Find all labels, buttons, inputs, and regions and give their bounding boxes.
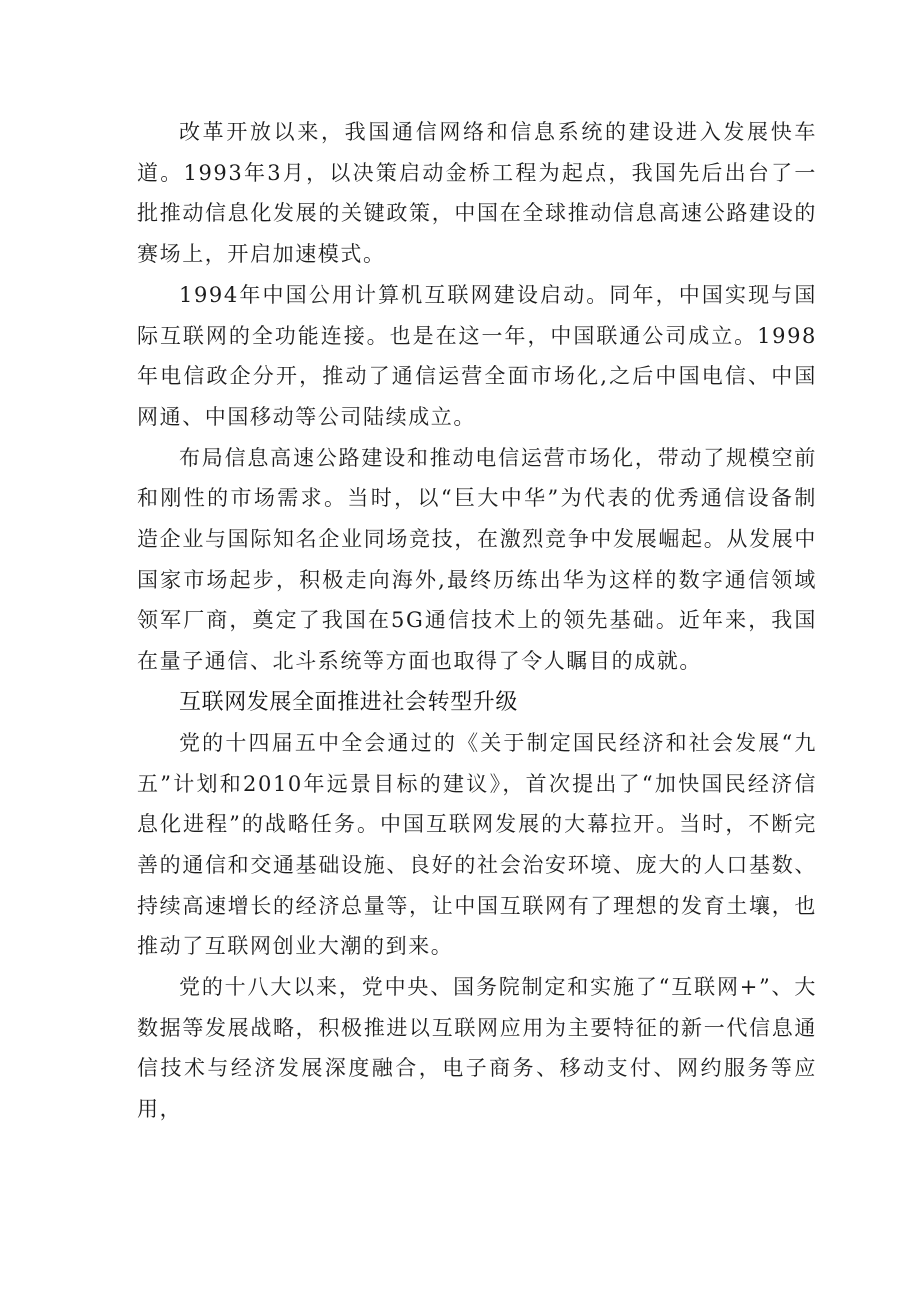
paragraph-4: 党的十四届五中全会通过的《关于制定国民经济和社会发展“九五”计划和2010年远景目标的建议》，首次提出了“加快国民经济信息化进程”的战略任务。中国互联网发展的大幕拉开。当时，不断完善的通信和交通基础设施、良好的社会治安环境、庞大的人口基数、持续高速增长的经济总量等，让中国互联网有了理想的发育土壤，也推动了互联网创业大潮的到来。 [137, 730, 817, 959]
paragraph-5: 党的十八大以来，党中央、国务院制定和实施了“互联网+”、大数据等发展战略，积极推进以互联网应用为主要特征的新一代信息通信技术与经济发展深度融合，电子商务、移动支付、网约服务等应用， [137, 975, 817, 1122]
paragraph-1: 改革开放以来，我国通信网络和信息系统的建设进入发展快车道。1993年3月，以决策启动金桥工程为起点，我国先后出台了一批推动信息化发展的关键政策，中国在全球推动信息高速公路建设的赛场上，开启加速模式。 [137, 120, 817, 267]
paragraph-3: 布局信息高速公路建设和推动电信运营市场化，带动了规模空前和刚性的市场需求。当时，以“巨大中华”为代表的优秀通信设备制造企业与国际知名企业同场竞技，在激烈竞争中发展崛起。从发展中国家市场起步，积极走向海外,最终历练出华为这样的数字通信领域领军厂商，奠定了我国在5G通信技术上的领先基础。近年来，我国在量子通信、北斗系统等方面也取得了令人瞩目的成就。 [137, 445, 817, 674]
document-body [137, 112, 817, 1130]
paragraph-2: 1994年中国公用计算机互联网建设启动。同年，中国实现与国际互联网的全功能连接。也是在这一年，中国联通公司成立。1998年电信政企分开，推动了通信运营全面市场化,之后中国电信、中国网通、中国移动等公司陆续成立。 [137, 282, 817, 429]
section-heading: 互联网发展全面推进社会转型升级 [179, 689, 519, 715]
